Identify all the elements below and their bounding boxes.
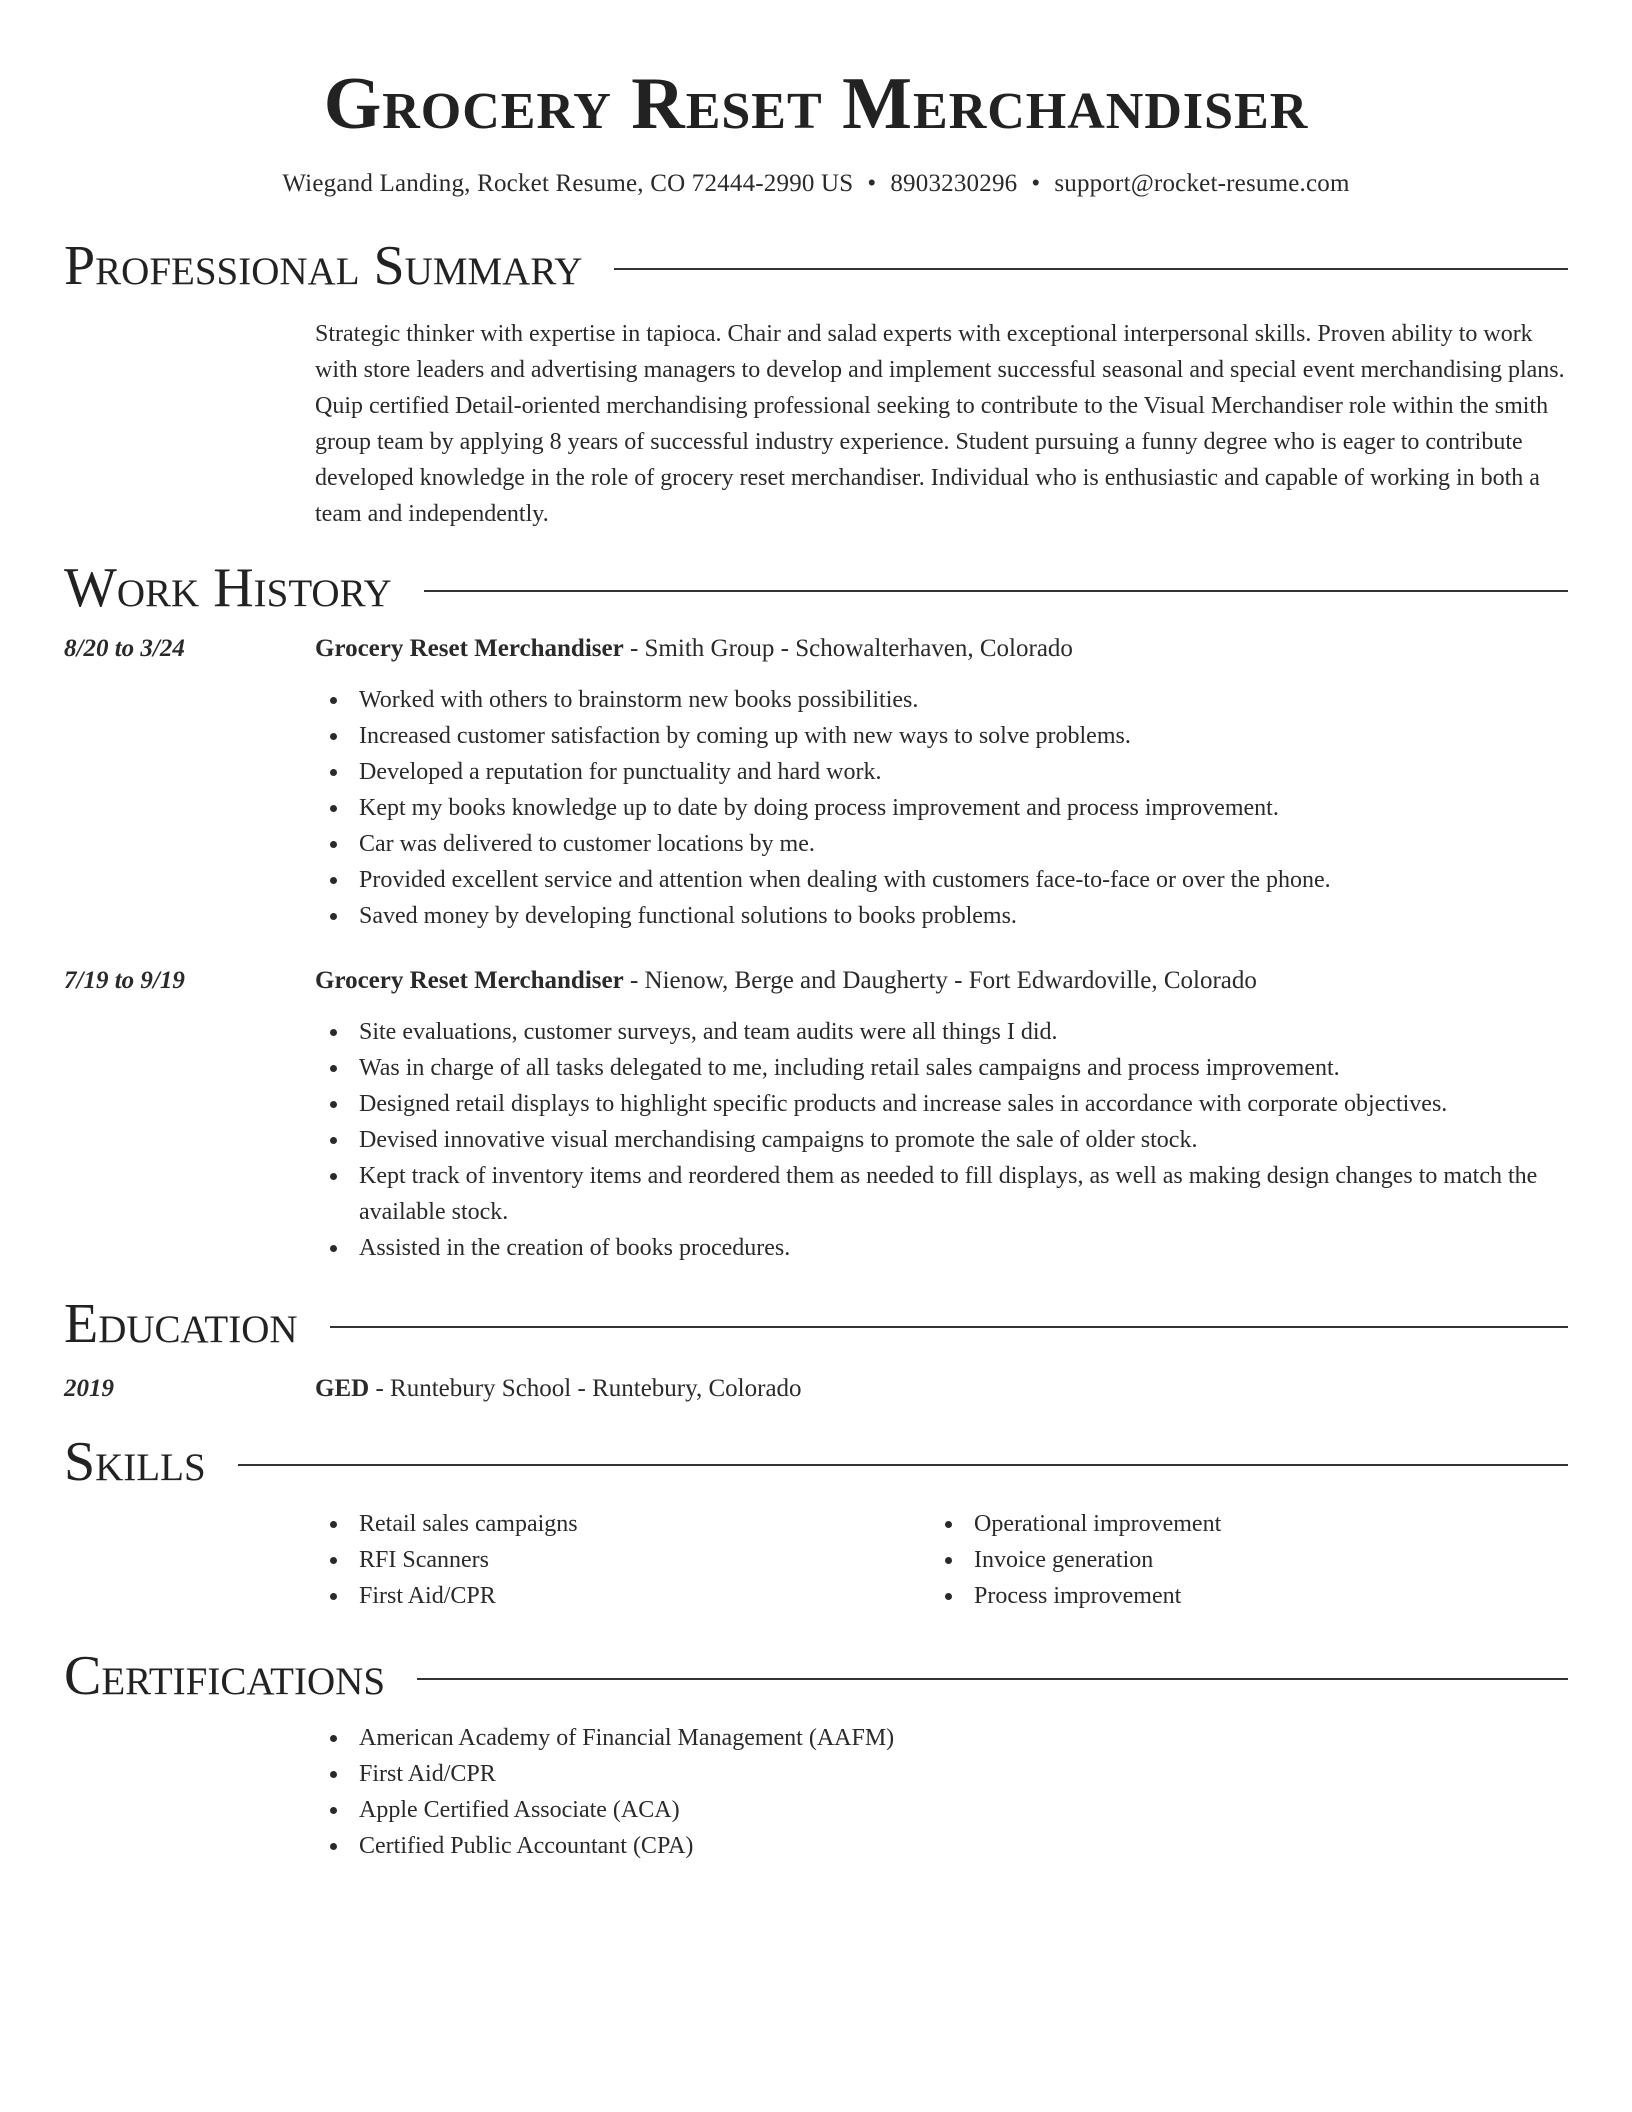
list-item: Kept my books knowledge up to date by doing process improvement and process improvement. <box>315 790 1568 826</box>
education-section-header <box>64 1290 1568 1358</box>
certifications-heading: Certifications <box>64 1645 386 1707</box>
job-bullets <box>315 1014 1568 1266</box>
work-section-header <box>64 554 1568 622</box>
list-item: Assisted in the creation of books procedures. <box>315 1230 1568 1266</box>
education-details: - Runtebury School - Runtebury, Colorado <box>369 1375 802 1402</box>
education-heading: Education <box>64 1293 298 1355</box>
skills-section-header <box>64 1428 1568 1496</box>
job-dates: 8/20 to 3/24 <box>64 635 185 662</box>
skill-item: Operational improvement <box>930 1506 1545 1542</box>
work-heading: Work History <box>64 557 392 619</box>
list-item: Provided excellent service and attention when dealing with customers face-to-face or over the phone. <box>315 862 1568 898</box>
contact-separator: • <box>867 170 877 197</box>
list-item: Designed retail displays to highlight specific products and increase sales in accordance with corporate objectives. <box>315 1086 1568 1122</box>
job-details: - Smith Group - Schowalterhaven, Colorado <box>623 635 1073 662</box>
education-line <box>315 1372 1568 1406</box>
contact-email: support@rocket-resume.com <box>1054 170 1350 197</box>
education-degree: GED <box>315 1375 370 1402</box>
skills-row <box>64 1496 1568 1614</box>
job-details: - Nienow, Berge and Daugherty - Fort Edwardoville, Colorado <box>623 967 1257 994</box>
list-item: Kept track of inventory items and reordered them as needed to fill displays, as well as making design changes to match the available stock. <box>315 1158 1568 1230</box>
list-item: Was in charge of all tasks delegated to me, including retail sales campaigns and process improvement. <box>315 1050 1568 1086</box>
list-item: Devised innovative visual merchandising campaigns to promote the sale of older stock. <box>315 1122 1568 1158</box>
skills-list-right <box>930 1506 1545 1614</box>
education-entry <box>64 1372 1568 1406</box>
section-divider <box>330 1326 1568 1328</box>
job-dates: 7/19 to 9/19 <box>64 967 185 994</box>
section-divider <box>238 1464 1568 1466</box>
skills-list-left <box>315 1506 930 1614</box>
summary-text: Strategic thinker with expertise in tapioca. Chair and salad experts with exceptional interpersonal skills. Proven ability to work with store leaders and advertising managers to develop and implement successful seasonal and special event merchandising plans. Quip certified Detail-oriented merchandising professional seeking to contribute to the Visual Merchandiser role within the smith group team by applying 8 years of successful industry experience. Student pursuing a funny degree who is eager to contribute developed knowledge in the role of grocery reset merchandiser. Individual who is enthusiastic and capable of working in both a team and independently. <box>315 321 1565 527</box>
list-item: Developed a reputation for punctuality and hard work. <box>315 754 1568 790</box>
summary-row <box>64 316 1568 532</box>
candidate-name: Grocery Reset Merchandiser <box>323 63 1309 145</box>
certification-item: First Aid/CPR <box>315 1756 1568 1792</box>
list-item: Worked with others to brainstorm new books possibilities. <box>315 682 1568 718</box>
summary-heading: Professional Summary <box>64 235 583 297</box>
certifications-left-gutter <box>64 1710 315 1864</box>
list-item: Car was delivered to customer locations by me. <box>315 826 1568 862</box>
contact-address: Wiegand Landing, Rocket Resume, CO 72444-2990 US <box>282 170 854 197</box>
section-divider <box>424 590 1568 592</box>
job-entry <box>64 632 1568 934</box>
certifications-section-header <box>64 1642 1568 1710</box>
skills-left-gutter <box>64 1496 315 1614</box>
certifications-row <box>64 1710 1568 1864</box>
skill-item: RFI Scanners <box>315 1542 930 1578</box>
skills-heading: Skills <box>64 1431 206 1493</box>
summary-left-gutter <box>64 316 315 532</box>
job-title: Grocery Reset Merchandiser <box>315 967 624 994</box>
skill-item: Process improvement <box>930 1578 1545 1614</box>
certification-item: American Academy of Financial Management (AAFM) <box>315 1720 1568 1756</box>
contact-phone: 8903230296 <box>890 170 1018 197</box>
certification-item: Certified Public Accountant (CPA) <box>315 1828 1568 1864</box>
summary-section-header <box>64 232 1568 300</box>
job-bullets <box>315 682 1568 934</box>
section-divider <box>417 1678 1568 1680</box>
job-title-line <box>315 632 1568 666</box>
skills-grid <box>315 1506 1545 1614</box>
certifications-list <box>315 1720 1568 1864</box>
list-item: Site evaluations, customer surveys, and team audits were all things I did. <box>315 1014 1568 1050</box>
job-entry <box>64 964 1568 1266</box>
skill-item: First Aid/CPR <box>315 1578 930 1614</box>
contact-separator: • <box>1031 170 1041 197</box>
list-item: Increased customer satisfaction by coming up with new ways to solve problems. <box>315 718 1568 754</box>
education-year: 2019 <box>64 1375 114 1402</box>
skill-item: Retail sales campaigns <box>315 1506 930 1542</box>
certification-item: Apple Certified Associate (ACA) <box>315 1792 1568 1828</box>
section-divider <box>614 268 1568 270</box>
job-title: Grocery Reset Merchandiser <box>315 635 624 662</box>
job-title-line <box>315 964 1568 998</box>
skill-item: Invoice generation <box>930 1542 1545 1578</box>
contact-line <box>64 170 1568 198</box>
list-item: Saved money by developing functional solutions to books problems. <box>315 898 1568 934</box>
